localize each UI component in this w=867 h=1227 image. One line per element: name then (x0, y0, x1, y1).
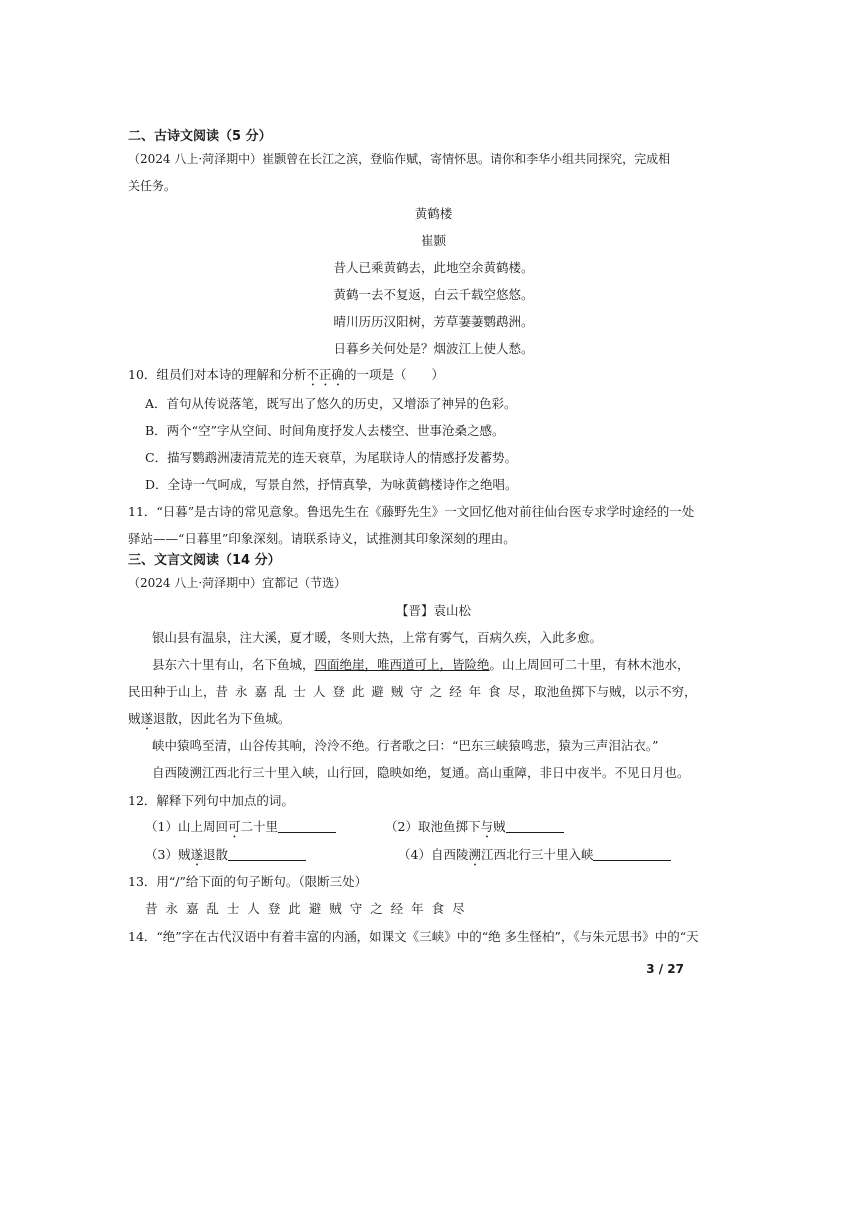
question-10-stem-part-2: 的一项是（ ） (343, 367, 444, 382)
question-11-line-2: 驿站——“日暮里”印象深刻。请联系诗义，试推测其印象深刻的理由。 (128, 531, 516, 546)
section-intro-line-2: 关任务。 (128, 179, 177, 193)
passage-paragraph-2-line-3 (128, 710, 291, 733)
passage-source: （2024 八上·菏泽期中）宜都记（节选） (128, 576, 347, 590)
dotted-word-sui: 遂 (140, 711, 154, 726)
section-heading-classical-prose: 三、文言文阅读（14 分） (128, 553, 281, 568)
q12-item-4-pre: （4）自西陵 (398, 847, 469, 862)
question-12-item-3 (145, 846, 306, 869)
q12-item-2-post: 贼 (492, 819, 506, 834)
poem-line-3: 晴川历历汉阳树，芳草萋萋鹦鹉洲。 (333, 314, 534, 329)
q12-item-2-pre: （2）取池鱼掷下 (385, 819, 481, 834)
poem-line-1: 昔人已乘黄鹤去，此地空余黄鹤楼。 (333, 260, 534, 275)
q12-item-3-pre: （3）贼 (145, 847, 191, 862)
q12-item-3-dot: 遂 (190, 847, 203, 862)
question-10-stem-part-1: 10．组员们对本诗的理解和分析 (128, 367, 307, 382)
question-10-option-d: D．全诗一气呵成，写景自然，抒情真挚，为咏黄鹤楼诗作之绝唱。 (145, 477, 518, 492)
passage-paragraph-2-line-1 (152, 656, 690, 674)
question-10-emphasis: 不正确 (306, 367, 344, 382)
poem-line-2: 黄鹤一去不复返，白云千载空悠悠。 (333, 287, 534, 302)
question-10-option-b: B．两个“空”字从空间、时间角度抒发人去楼空、世事沧桑之感。 (145, 423, 505, 438)
question-12-item-4 (398, 846, 671, 869)
question-12-stem: 12．解释下列句中加点的词。 (128, 793, 294, 808)
answer-blank[interactable] (278, 818, 336, 833)
question-13-stem: 13．用“/”给下面的句子断句。（限断三处） (128, 874, 368, 889)
answer-blank[interactable] (228, 846, 306, 861)
q12-item-1-pre: （1）山上周回 (145, 819, 228, 834)
passage-paragraph-1: 银山县有温泉，注大溪，夏才暖，冬则大热，上常有雾气，百病久疾，入此多愈。 (152, 630, 603, 645)
passage-paragraph-3: 峡中猿鸣至清，山谷传其响，泠泠不绝。行者歌之曰：“巴东三峡猿鸣悲，猿为三声泪沾衣。” (152, 738, 659, 753)
underlined-sentence: 四面绝崖，唯西道可上，皆险绝 (314, 657, 490, 672)
paragraph-2-line-2-b: ，取池鱼掷下与贼，以示不穷， (521, 684, 697, 699)
passage-title: 【晋】袁山松 (395, 603, 471, 618)
question-12-item-2 (385, 818, 564, 841)
poem-author: 崔颢 (420, 233, 446, 248)
q12-item-4-post: 江西北行三十里入峡 (480, 847, 594, 862)
poem-line-4: 日暮乡关何处是？烟波江上使人愁。 (333, 341, 534, 356)
passage-paragraph-4: 自西陵溯江西北行三十里入峡，山行回，隐映如绝，复通。高山重障，非日中夜半。不见日月也。 (152, 765, 690, 780)
q12-item-1-post: 二十里 (240, 819, 278, 834)
q12-item-3-post: 退散 (202, 847, 228, 862)
q12-item-4-dot: 溯 (468, 847, 481, 862)
passage-paragraph-2-line-2 (128, 683, 697, 701)
poem-title: 黄鹤楼 (414, 206, 453, 221)
question-10-stem (128, 366, 444, 389)
question-13-sentence: 昔 永 嘉 乱 士 人 登 此 避 贼 守 之 经 年 食 尽 (145, 901, 467, 916)
paragraph-2-text-b: 。山上周回可二十里，有林木池水， (489, 657, 690, 672)
answer-blank[interactable] (506, 818, 564, 833)
page-number: 3 / 27 (646, 962, 684, 976)
paragraph-2-line-2-a: 民田种于山上， (128, 684, 216, 699)
q12-item-1-dot: 可 (227, 819, 241, 834)
section-heading-poetry: 二、古诗文阅读（5 分） (128, 129, 272, 144)
q12-item-2-dot: 与 (480, 819, 493, 834)
paragraph-2-text-a: 县东六十里有山，名下鱼城， (152, 657, 315, 672)
question-14-line-1: 14．“绝”字在古代汉语中有着丰富的内涵，如课文《三峡》中的“绝 多生怪柏”，《与朱元思书》中的“天 (128, 929, 699, 944)
question-12-item-1 (145, 818, 336, 841)
section-intro-line-1: （2024 八上·菏泽期中）崔颢曾在长江之滨，登临作赋，寄情怀思。请你和李华小组共同探究，完成相 (128, 152, 671, 166)
question-10-option-c: C．描写鹦鹉洲凄清荒芜的连天衰草，为尾联诗人的情感抒发蓄势。 (145, 450, 518, 465)
question-10-option-a: A．首句从传说落笔，既写出了悠久的历史，又增添了神异的色彩。 (145, 396, 517, 411)
spaced-sentence: 昔 永 嘉 乱 士 人 登 此 避 贼 守 之 经 年 食 尽 (215, 684, 522, 699)
answer-blank[interactable] (593, 846, 671, 861)
paragraph-2-line-3-a: 贼 (128, 711, 141, 726)
paragraph-2-line-3-b: 退散，因此名为下鱼城。 (153, 711, 291, 726)
question-11-line-1: 11．“日暮”是古诗的常见意象。鲁迅先生在《藤野先生》一文回忆他对前往仙台医专求学时途经的一处 (128, 504, 695, 519)
